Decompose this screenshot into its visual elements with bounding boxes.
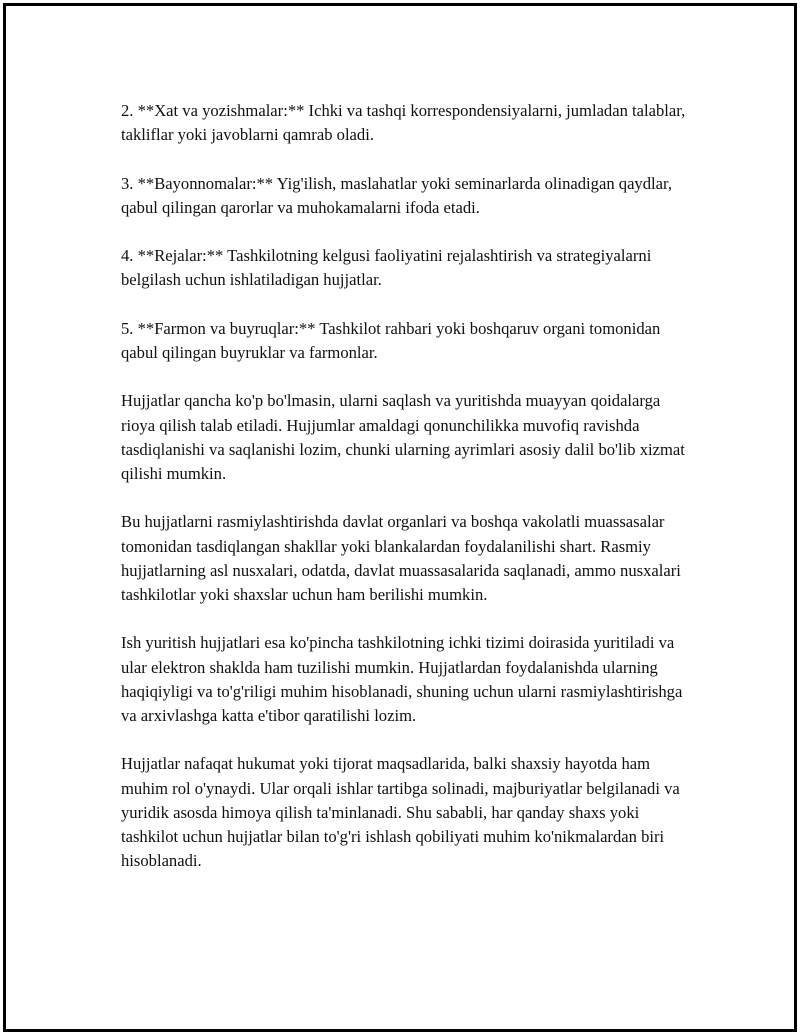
paragraph-item-rejalar: 4. **Rejalar:** Tashkilotning kelgusi faoliyatini rejalashtirish va strategiyalarni belgilash uchun ishlatiladigan hujjatlar.	[121, 246, 652, 290]
paragraph-item-bayonnomalar: 3. **Bayonnomalar:** Yig'ilish, maslahatlar yoki seminarlarda olinadigan qaydlar, qabul qilingan qarorlar va muhokamalarni ifoda etadi.	[121, 173, 673, 217]
paragraph-storage-rules: Hujjatlar qancha ko'p bo'lmasin, ularni saqlash va yuritishda muayyan qoidalarga rioya qilish talab etiladi. Hujjumlar amaldagi qonunchilikka muvofiq ravishda tasdiqlanishi va saqlanishi lozim, chunki ularning ayrimlari asosiy dalil bo'lib xizmat qilishi mumkin.	[121, 391, 685, 483]
paragraph-item-farmon: 5. **Farmon va buyruqlar:** Tashkilot rahbari yoki boshqaruv organi tomonidan qabul qilingan buyruklar va farmonlar.	[121, 318, 661, 362]
page-border	[3, 3, 797, 1032]
paragraph-item-xat: 2. **Xat va yozishmalar:** Ichki va tashqi korrespondensiyalarni, jumladan talablar, takliflar yoki javoblarni qamrab oladi.	[121, 101, 686, 145]
paragraph-internal-records: Ish yuritish hujjatlari esa ko'pincha tashkilotning ichki tizimi doirasida yuritiladi va ular elektron shaklda ham tuzilishi mumkin. Hujjatlardan foydalanishda ularning haqiqiyligi va to'g'riligi muhim hisoblanadi, shuning uchun ularni rasmiylashtirishga va arxivlashga katta e'tibor qaratilishi lozim.	[121, 633, 683, 725]
paragraph-official-forms: Bu hujjatlarni rasmiylashtirishda davlat organlari va boshqa vakolatli muassasalar tomonidan tasdiqlangan shakllar yoki blankalardan foydalanilishi shart. Rasmiy hujjatlarning asl nusxalari, odatda, davlat muassasalarida saqlanadi, ammo nusxalari tashkilotlar yoki shaxslar uchun ham berilishi mumkin.	[121, 512, 681, 604]
paragraph-conclusion: Hujjatlar nafaqat hukumat yoki tijorat maqsadlarida, balki shaxsiy hayotda ham muhim rol o'ynaydi. Ular orqali ishlar tartibga solinadi, majburiyatlar belgilanadi va yuridik asosda himoya qilish ta'minlanadi. Shu sababli, har qanday shaxs yoki tashkilot uchun hujjatlar bilan to'g'ri ishlash qobiliyati muhim ko'nikmalardan biri hisoblanadi.	[121, 754, 680, 871]
document-body	[121, 99, 693, 898]
